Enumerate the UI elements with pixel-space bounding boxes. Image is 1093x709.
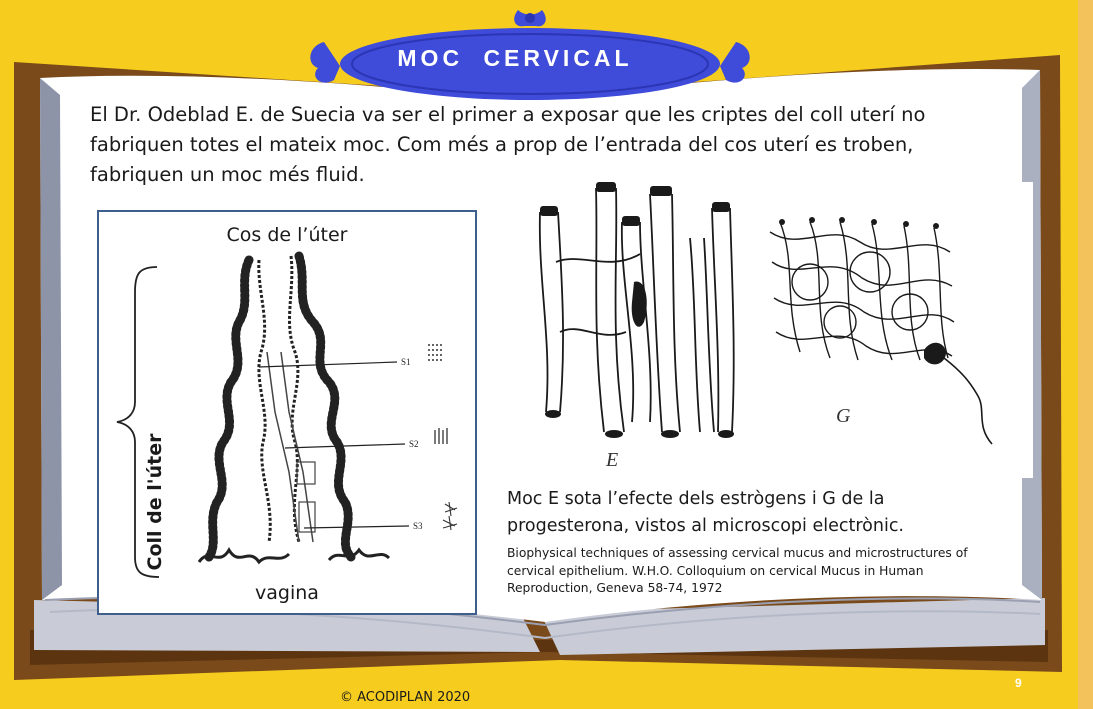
micrograph-panel [500, 182, 1033, 478]
page-number: 9 [1015, 676, 1022, 690]
label-cervix: Coll de l'úter [144, 433, 166, 571]
reference-citation: Biophysical techniques of assessing cervical mucus and microstructures of cervical epithelium. W.H.O. Colloquium on cervical Mucus in Human Reproduction, Geneva 58-74, 1972 [507, 546, 968, 595]
marker-s3: S3 [413, 521, 423, 531]
page-title: MOC CERVICAL [397, 44, 633, 71]
label-e: E [606, 449, 619, 471]
intro-paragraph: El Dr. Odeblad E. de Suecia va ser el primer a exposar que les criptes del coll uterí no fabriquen totes el mateix moc. Com més a prop de l’entrada del cos uterí es troben, fabriquen un moc més fluid. [90, 103, 926, 186]
copyright: © ACODIPLAN 2020 [340, 690, 471, 705]
cervix-drawing [99, 212, 479, 617]
micrograph-drawing [500, 182, 1033, 478]
label-vagina: vagina [255, 582, 319, 604]
label-g: G [836, 405, 851, 427]
label-uterus-body: Cos de l’úter [226, 224, 348, 246]
marker-s2: S2 [409, 439, 419, 449]
marker-s1: S1 [401, 357, 411, 367]
micrograph-caption: Moc E sota l’efecte dels estrògens i G de la progesterona, vistos al microscopi electrònic. [507, 489, 904, 536]
cervix-diagram [97, 210, 477, 615]
